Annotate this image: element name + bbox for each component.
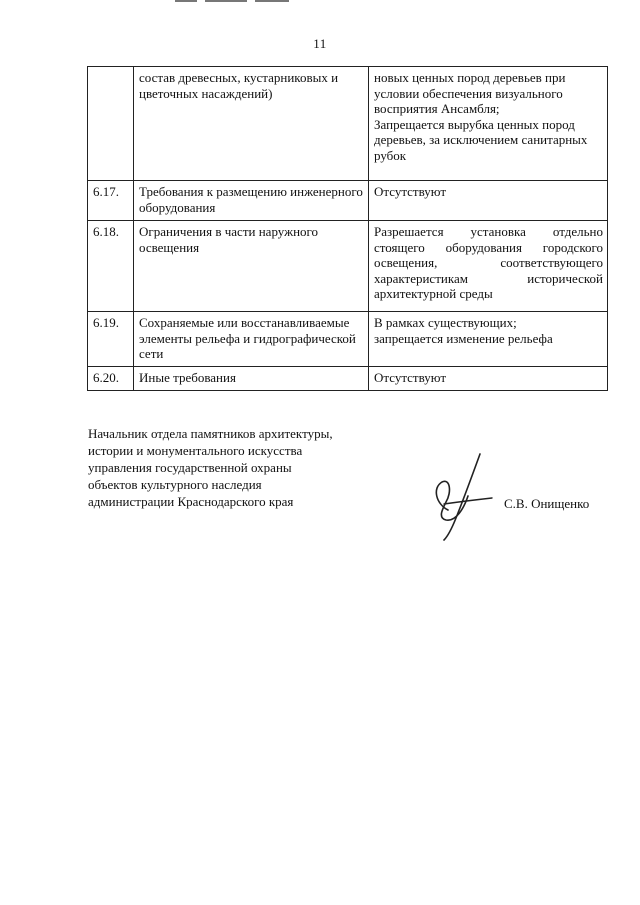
position-line: истории и монументального искусства bbox=[88, 443, 303, 458]
requirement-value bbox=[369, 312, 608, 367]
requirement-value-line: новых ценных пород деревьев при условии обеспечения визуального восприятия Ансамбля; bbox=[374, 70, 566, 116]
table-row bbox=[88, 221, 608, 312]
requirement-value-line: Запрещается вырубка ценных пород деревьев, за исключением санитарных рубок bbox=[374, 116, 588, 163]
table-row bbox=[88, 181, 608, 221]
row-number: 6.19. bbox=[88, 312, 134, 367]
requirement-name: Сохраняемые или восстанавливаемые элементы рельефа и гидрографической сети bbox=[134, 312, 369, 367]
requirement-value: Отсутствуют bbox=[369, 367, 608, 391]
requirement-value: Разрешается установка отдельно стоящего оборудования городского освещения, соответствующего характеристикам исторической архитектурной среды bbox=[369, 221, 608, 312]
row-number: 6.17. bbox=[88, 181, 134, 221]
scan-edge-marks bbox=[175, 0, 295, 3]
requirement-name: состав древесных, кустарниковых и цветочных насаждений) bbox=[134, 67, 369, 181]
row-number bbox=[88, 67, 134, 181]
requirement-name: Иные требования bbox=[134, 367, 369, 391]
requirement-name: Ограничения в части наружного освещения bbox=[134, 221, 369, 312]
signatory-position bbox=[88, 425, 388, 510]
row-number: 6.20. bbox=[88, 367, 134, 391]
table-row bbox=[88, 367, 608, 391]
position-line: Начальник отдела памятников архитектуры, bbox=[88, 426, 333, 441]
requirement-value bbox=[369, 67, 608, 181]
requirements-table bbox=[87, 66, 608, 391]
requirement-value-line: В рамках существующих; bbox=[374, 315, 517, 330]
position-line: объектов культурного наследия bbox=[88, 477, 262, 492]
requirement-value-line: запрещается изменение рельефа bbox=[374, 330, 553, 346]
position-line: администрации Краснодарского края bbox=[88, 494, 294, 509]
row-number: 6.18. bbox=[88, 221, 134, 312]
requirement-value: Отсутствуют bbox=[369, 181, 608, 221]
signatory-name: С.В. Онищенко bbox=[504, 496, 590, 511]
table-row bbox=[88, 312, 608, 367]
table-row bbox=[88, 67, 608, 181]
requirement-name: Требования к размещению инженерного оборудования bbox=[134, 181, 369, 221]
handwritten-signature bbox=[418, 452, 498, 542]
position-line: управления государственной охраны bbox=[88, 460, 292, 475]
page-number: 11 bbox=[313, 36, 327, 51]
